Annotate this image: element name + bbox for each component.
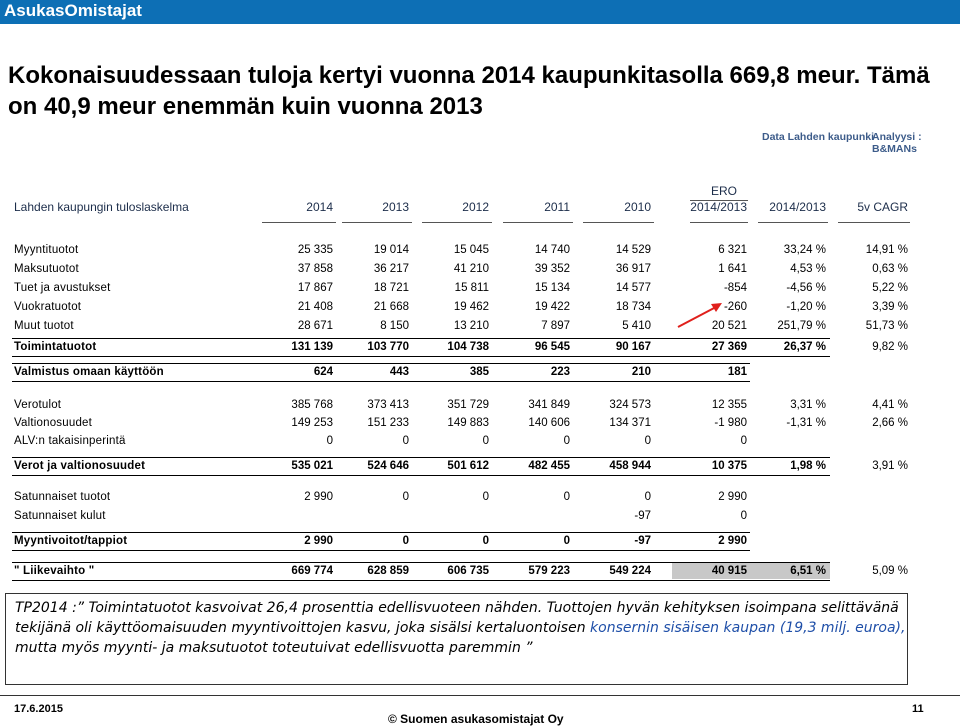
commentary-text-1: TP2014 :” Toimintatuotot kasvoivat 26,4 prosenttia edellisvuoteen nähden. Tuottojen hyvän kehityksen isoimpana selittävänä tekijänä oli käyttöomaisuuden myyntivoittojen kasvu, joka sisälsi kertaluontoisen: [15, 600, 899, 636]
header-underline: [758, 222, 828, 223]
table-cell: -1,20 %: [786, 301, 826, 313]
row-label: Tuet ja avustukset: [14, 282, 111, 294]
header-underline: [422, 222, 492, 223]
table-cell: 549 224: [609, 565, 651, 577]
table-cell: 25 335: [297, 244, 333, 256]
row-label: Myyntituotot: [14, 244, 79, 256]
table-cell: 2,66 %: [872, 417, 908, 429]
row-label: Verot ja valtionosuudet: [14, 460, 146, 472]
table-row: [0, 301, 960, 317]
table-cell: 13 210: [453, 320, 489, 332]
table-row: [0, 282, 960, 298]
table-cell: 2 990: [304, 491, 333, 503]
table-cell: 0: [644, 435, 651, 447]
table-cell: -97: [634, 535, 651, 547]
table-cell: 535 021: [291, 460, 333, 472]
table-cell: 501 612: [447, 460, 489, 472]
table-cell: 0: [326, 435, 333, 447]
column-header: 5v CAGR: [857, 200, 908, 214]
table-cell: 2 990: [718, 491, 747, 503]
table-cell: 149 883: [447, 417, 489, 429]
header-underline: [503, 222, 573, 223]
table-cell: 19 462: [453, 301, 489, 313]
footer-copyright: © Suomen asukasomistajat Oy: [388, 712, 564, 726]
table-cell: 26,37 %: [783, 341, 826, 353]
table-cell: -854: [723, 282, 747, 294]
commentary-box: [5, 593, 908, 685]
column-header: 2014/2013: [769, 200, 826, 214]
table-cell: 3,31 %: [790, 399, 826, 411]
red-arrow-annotation: [676, 300, 736, 330]
table-cell: 385 768: [291, 399, 333, 411]
footer-date: 17.6.2015: [14, 703, 63, 715]
table-cell: 19 422: [534, 301, 570, 313]
table-cell: 0: [644, 491, 651, 503]
table-cell: 15 134: [534, 282, 570, 294]
table-cell: 8 150: [380, 320, 409, 332]
row-label: ALV:n takaisinperintä: [14, 435, 126, 447]
table-cell: 15 811: [454, 282, 489, 294]
table-cell: 90 167: [615, 341, 651, 353]
table-cell: 181: [727, 366, 747, 378]
table-cell: 37 858: [297, 263, 333, 275]
table-cell: 385: [469, 366, 489, 378]
table-cell: 134 371: [609, 417, 651, 429]
footer-divider: [0, 695, 960, 696]
table-row: [0, 417, 960, 433]
table-cell: 524 646: [367, 460, 409, 472]
table-cell: 373 413: [367, 399, 409, 411]
header-underline: [690, 222, 748, 223]
table-cell: 14 529: [615, 244, 651, 256]
brand-bar: [0, 0, 960, 24]
table-cell: 28 671: [297, 320, 333, 332]
table-cell: 140 606: [528, 417, 570, 429]
table-row: [0, 399, 960, 415]
table-row: [0, 565, 960, 581]
table-cell: 5,09 %: [872, 565, 908, 577]
ero-header: ERO: [710, 184, 737, 198]
table-cell: 4,41 %: [872, 399, 908, 411]
row-label: Valmistus omaan käyttöön: [14, 366, 164, 378]
table-cell: 21 408: [297, 301, 333, 313]
table-cell: 4,53 %: [790, 263, 826, 275]
commentary-highlight: konsernin sisäisen kaupan (19,3 milj. euroa),: [590, 620, 906, 636]
table-cell: 251,79 %: [777, 320, 826, 332]
column-header: 2010: [624, 200, 651, 214]
table-cell: 1 641: [718, 263, 747, 275]
table-cell: 6 321: [718, 244, 747, 256]
table-header-label: Lahden kaupungin tuloslaskelma: [14, 200, 189, 214]
header-underline: [838, 222, 910, 223]
table-row: [0, 510, 960, 526]
column-header: 2011: [544, 200, 570, 214]
table-cell: 0: [402, 535, 409, 547]
table-cell: 3,91 %: [872, 460, 908, 472]
table-cell: -97: [634, 510, 651, 522]
table-row: [0, 244, 960, 260]
table-cell: 151 233: [367, 417, 409, 429]
table-cell: 5,22 %: [872, 282, 908, 294]
table-row: [0, 263, 960, 279]
table-cell: 3,39 %: [872, 301, 908, 313]
column-header: 2014: [306, 200, 333, 214]
row-label: Toimintatuotot: [14, 341, 97, 353]
row-label: Muut tuotot: [14, 320, 74, 332]
table-cell: 482 455: [528, 460, 570, 472]
table-cell: 210: [631, 366, 651, 378]
table-row: [0, 320, 960, 336]
table-cell: 0: [482, 435, 489, 447]
table-cell: 628 859: [367, 565, 409, 577]
column-header: 2013: [382, 200, 409, 214]
table-cell: 103 770: [367, 341, 409, 353]
row-label: Satunnaiset kulut: [14, 510, 106, 522]
table-cell: 17 867: [297, 282, 333, 294]
row-label: Verotulot: [14, 399, 62, 411]
footer-page-number: 11: [912, 703, 924, 715]
table-cell: 341 849: [528, 399, 570, 411]
table-cell: 39 352: [534, 263, 570, 275]
commentary-text-2: mutta myös myynti- ja maksutuotot toteutuivat edellisvuotta paremmin ”: [15, 640, 533, 656]
table-cell: 15 045: [453, 244, 489, 256]
row-label: Vuokratuotot: [14, 301, 82, 313]
header-underline: [342, 222, 412, 223]
table-cell: 624: [313, 366, 333, 378]
table-cell: -1,31 %: [786, 417, 826, 429]
table-cell: 18 734: [615, 301, 651, 313]
row-label: Valtionosuudet: [14, 417, 93, 429]
table-cell: 20 521: [711, 320, 747, 332]
table-row: [0, 460, 960, 476]
table-cell: 324 573: [609, 399, 651, 411]
table-cell: 7 897: [541, 320, 570, 332]
table-cell: 27 369: [711, 341, 747, 353]
table-cell: 36 217: [373, 263, 409, 275]
source-analysis: Analyysi : B&MANs: [872, 131, 922, 155]
table-cell: 96 545: [534, 341, 570, 353]
table-cell: 579 223: [528, 565, 570, 577]
table-cell: 5 410: [622, 320, 651, 332]
table-row: [0, 435, 960, 451]
table-cell: 40 915: [711, 565, 747, 577]
table-cell: 104 738: [447, 341, 489, 353]
table-cell: 19 014: [373, 244, 409, 256]
table-cell: 223: [550, 366, 570, 378]
row-label: Satunnaiset tuotot: [14, 491, 111, 503]
header-underline: [262, 222, 336, 223]
table-cell: 131 139: [291, 341, 333, 353]
table-cell: 1,98 %: [790, 460, 826, 472]
table-row: [0, 491, 960, 507]
table-cell: -260: [723, 301, 747, 313]
table-cell: 0: [563, 535, 570, 547]
row-label: Maksutuotot: [14, 263, 79, 275]
table-cell: 0: [482, 491, 489, 503]
table-cell: 21 668: [373, 301, 409, 313]
brand-logo-text: AsukasOmistajat: [4, 1, 142, 20]
table-cell: -1 980: [714, 417, 747, 429]
table-cell: 18 721: [373, 282, 409, 294]
table-cell: 0: [563, 491, 570, 503]
table-cell: 51,73 %: [865, 320, 908, 332]
table-cell: 2 990: [718, 535, 747, 547]
table-row: [0, 535, 960, 551]
table-cell: 33,24 %: [783, 244, 826, 256]
table-cell: 14 577: [615, 282, 651, 294]
table-cell: 0: [563, 435, 570, 447]
column-header: 2014/2013: [690, 200, 747, 214]
column-header: 2012: [462, 200, 489, 214]
table-cell: 458 944: [609, 460, 651, 472]
row-label: Myyntivoitot/tappiot: [14, 535, 128, 547]
source-data: Data Lahden kaupunki: [762, 131, 875, 143]
table-cell: 41 210: [453, 263, 489, 275]
table-cell: 149 253: [291, 417, 333, 429]
table-cell: 0: [402, 435, 409, 447]
header-underline: [583, 222, 654, 223]
table-cell: 669 774: [291, 565, 333, 577]
table-cell: 6,51 %: [790, 565, 826, 577]
table-row: [0, 341, 960, 357]
table-cell: 10 375: [711, 460, 747, 472]
row-label: " Liikevaihto ": [14, 565, 95, 577]
table-cell: 9,82 %: [872, 341, 908, 353]
table-cell: 0: [402, 491, 409, 503]
page-title: Kokonaisuudessaan tuloja kertyi vuonna 2014 kaupunkitasolla 669,8 meur. Tämä on 40,9 meur enemmän kuin vuonna 2013: [8, 62, 930, 120]
table-cell: 36 917: [615, 263, 651, 275]
table-cell: 0: [740, 435, 747, 447]
table-row: [0, 366, 960, 382]
table-cell: 0: [482, 535, 489, 547]
table-cell: 2 990: [304, 535, 333, 547]
table-cell: 606 735: [447, 565, 489, 577]
table-cell: 12 355: [711, 399, 747, 411]
table-cell: 14 740: [534, 244, 570, 256]
table-cell: 351 729: [447, 399, 489, 411]
table-cell: 0,63 %: [872, 263, 908, 275]
table-cell: -4,56 %: [786, 282, 826, 294]
table-cell: 443: [389, 366, 409, 378]
table-cell: 14,91 %: [865, 244, 908, 256]
table-cell: 0: [740, 510, 747, 522]
